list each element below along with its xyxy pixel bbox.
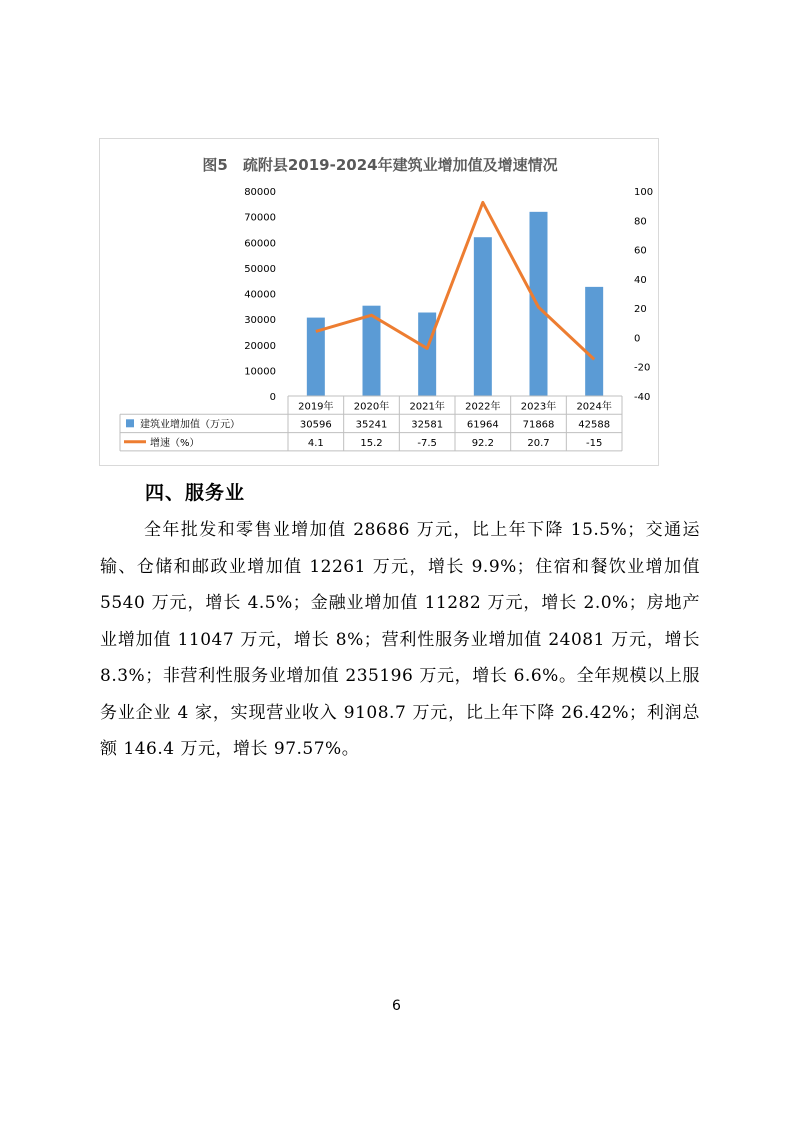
growth-rate-line — [316, 202, 594, 359]
x-tick-label: 2022年 — [465, 401, 501, 413]
y-right-tick-label: 20 — [634, 304, 647, 316]
y-left-tick-label: 50000 — [244, 263, 276, 275]
table-value: 61964 — [466, 419, 499, 431]
y-right-tick-label: -40 — [634, 392, 651, 403]
bar-2023年 — [530, 212, 548, 396]
page-number: 6 — [392, 998, 401, 1014]
y-right-tick-label: 0 — [634, 333, 641, 345]
table-value: -7.5 — [417, 437, 437, 449]
table-value: 92.2 — [471, 437, 494, 449]
bar-2024年 — [585, 287, 603, 396]
y-left-tick-label: 40000 — [244, 289, 276, 301]
y-right-tick-label: 100 — [634, 187, 654, 198]
x-tick-label: 2024年 — [576, 401, 612, 413]
y-right-tick-label: 40 — [634, 274, 647, 286]
legend-label-bars: 建筑业增加值（万元） — [140, 419, 240, 431]
y-left-tick-label: 20000 — [244, 340, 276, 352]
y-left-tick-label: 0 — [269, 392, 276, 403]
table-value: 42588 — [578, 419, 611, 431]
legend-key-bars — [126, 419, 134, 427]
legend-label-line: 增速（%） — [150, 437, 200, 449]
bar-2022年 — [474, 237, 492, 396]
y-left-tick-label: 10000 — [244, 366, 276, 378]
y-left-tick-label: 80000 — [244, 187, 276, 198]
x-tick-label: 2021年 — [409, 401, 445, 413]
table-value: 35241 — [355, 419, 388, 431]
y-right-tick-label: -20 — [634, 362, 651, 374]
table-value: 71868 — [522, 419, 555, 431]
service-industry-paragraph: 全年批发和零售业增加值 28686 万元，比上年下降 15.5%；交通运输、仓储和邮政业增加值 12261 万元，增长 9.9%；住宿和餐饮业增加值 5540 万元，增长 4.5%；金融业增加值 11282 万元，增长 2.0%；房地产业增加值 11047 万元，增长 8%；营利性服务业增加值 24081 万元，增长 8.3%；非营利性服务业增加值 235196 万元，增长 6.6%。全年规模以上服务业企业 4 家，实现营业收入 9108.7 万元，比上年下降 26.42%；利润总额 146.4 万元，增长 97.57%。 — [100, 520, 700, 759]
table-value: -15 — [585, 437, 603, 449]
x-tick-label: 2023年 — [520, 401, 557, 413]
y-right-tick-label: 60 — [634, 245, 647, 257]
y-right-tick-label: 80 — [634, 216, 647, 228]
table-value: 4.1 — [307, 437, 324, 449]
x-tick-label: 2019年 — [298, 401, 334, 413]
table-value: 30596 — [299, 419, 332, 431]
table-value: 32581 — [411, 419, 444, 431]
x-tick-label: 2020年 — [353, 401, 390, 413]
table-value: 15.2 — [360, 437, 383, 449]
construction-chart — [100, 139, 660, 467]
y-left-tick-label: 70000 — [244, 212, 276, 224]
y-left-tick-label: 30000 — [244, 315, 276, 327]
chart-container — [99, 138, 659, 466]
y-left-tick-label: 60000 — [244, 238, 276, 250]
table-value: 20.7 — [527, 437, 550, 449]
section-heading: 四、服务业 — [145, 482, 246, 504]
bar-2021年 — [418, 313, 436, 396]
chart-title: 图5 疏附县2019-2024年建筑业增加值及增速情况 — [202, 156, 558, 174]
